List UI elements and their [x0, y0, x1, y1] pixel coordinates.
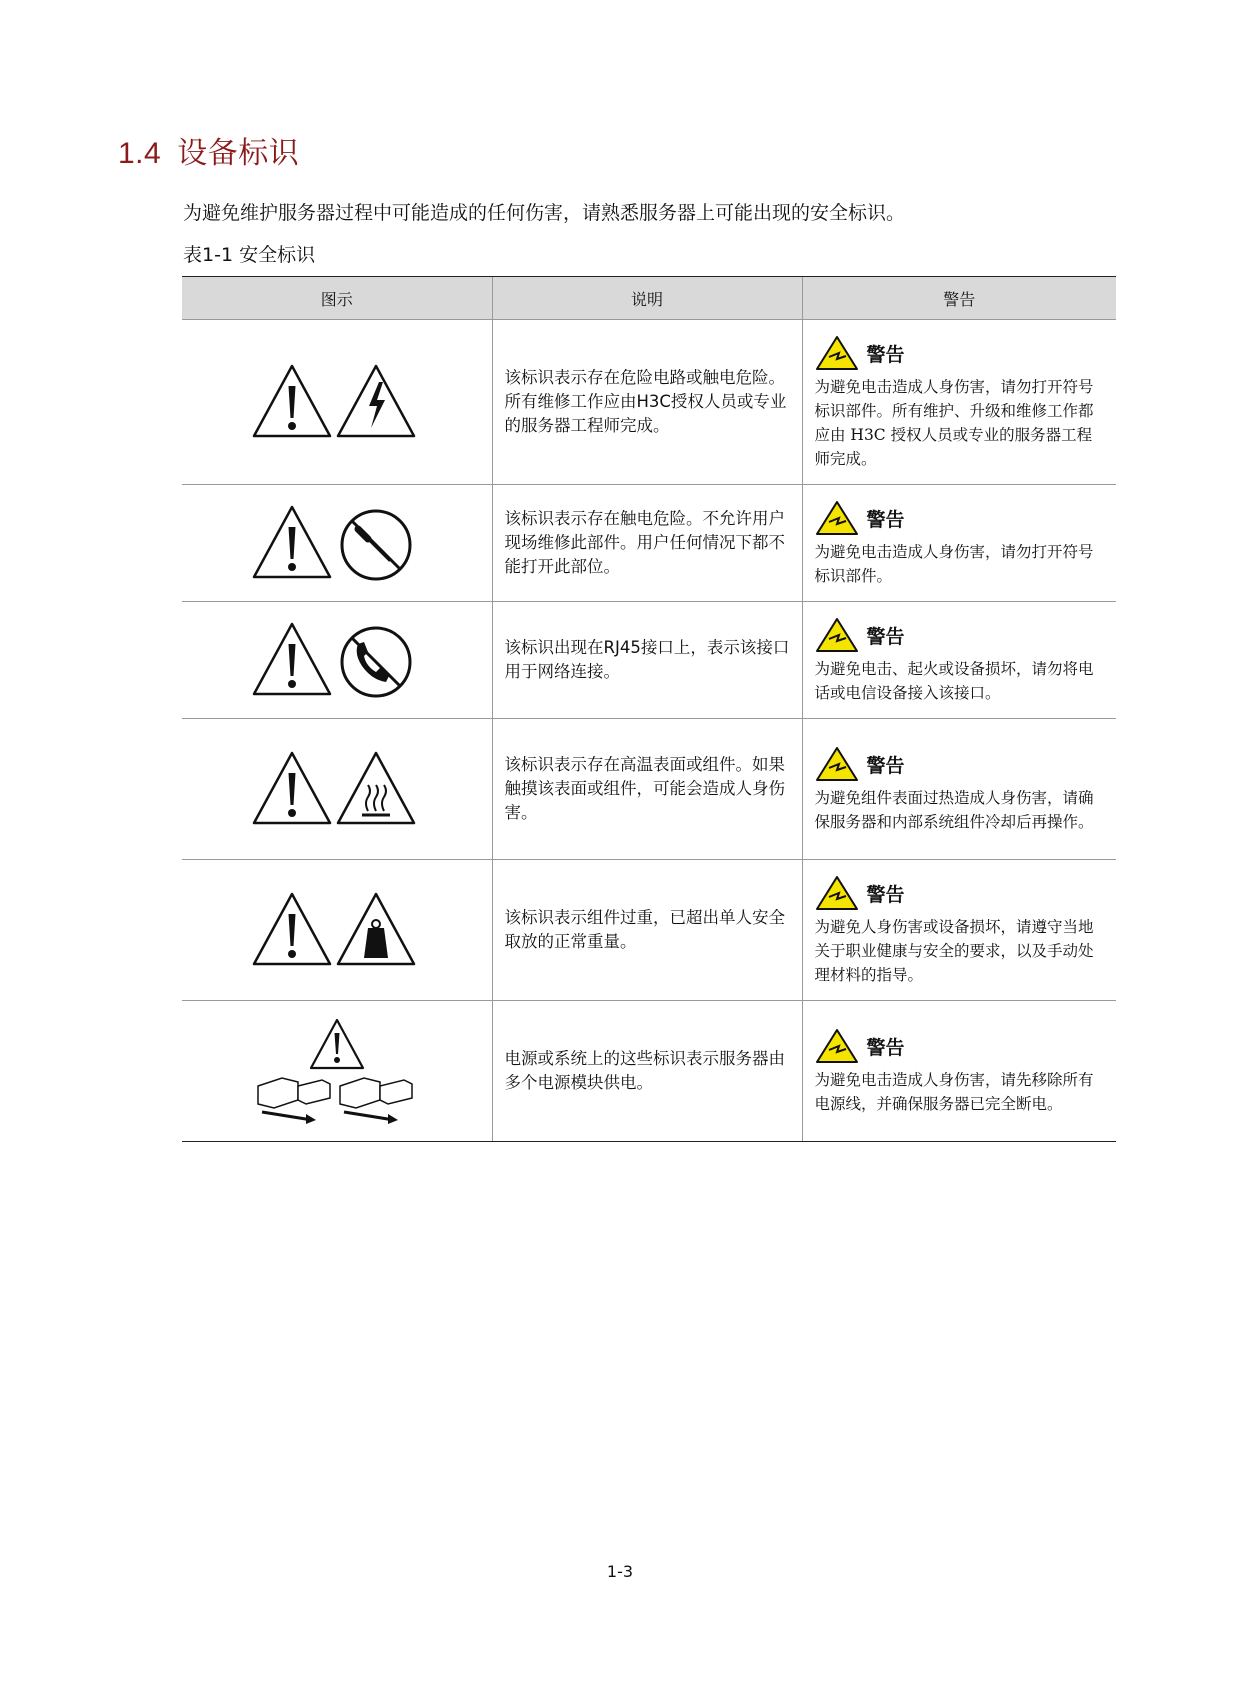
row-warning — [802, 1001, 1116, 1142]
row-warning — [802, 860, 1116, 1001]
section-title: 设备标识 — [177, 137, 300, 170]
general-warning-triangle-icon — [254, 366, 330, 436]
general-warning-triangle-icon — [311, 1020, 363, 1068]
warning-title: 警告 — [866, 508, 905, 531]
warning-text: 为避免电击造成人身伤害，请勿打开符号标识部件。 — [814, 543, 1094, 585]
warning-text: 为避免组件表面过热造成人身伤害，请确保服务器和内部系统组件冷却后再操作。 — [814, 789, 1094, 831]
electric-shock-warning-icon — [815, 335, 859, 371]
general-warning-triangle-icon — [254, 753, 330, 823]
table-row — [182, 602, 1116, 719]
general-warning-triangle-icon — [254, 507, 330, 577]
row-description: 该标识表示存在触电危险。不允许用户现场维修此部件。用户任何情况下都不能打开此部位。 — [492, 485, 802, 602]
row-warning — [802, 602, 1116, 719]
section-heading — [118, 128, 299, 172]
header-description: 说明 — [492, 277, 802, 320]
warning-text: 为避免电击造成人身伤害，请勿打开符号标识部件。所有维护、升级和维修工作都应由 H3C 授权人员或专业的服务器工程师完成。 — [814, 378, 1094, 468]
table-row — [182, 320, 1116, 485]
row-icons — [182, 485, 492, 602]
high-voltage-triangle-icon — [338, 366, 414, 436]
general-warning-triangle-icon — [254, 624, 330, 694]
section-number: 1.4 — [118, 137, 162, 170]
intro-paragraph: 为避免维护服务器过程中可能造成的任何伤害，请熟悉服务器上可能出现的安全标识。 — [183, 202, 906, 224]
warning-text: 为避免电击造成人身伤害，请先移除所有电源线，并确保服务器已完全断电。 — [814, 1071, 1094, 1113]
electric-shock-warning-icon — [815, 617, 859, 653]
table-caption: 表1-1 安全标识 — [183, 244, 316, 266]
warning-title: 警告 — [866, 625, 905, 648]
row-icons — [182, 1001, 492, 1142]
table-row — [182, 719, 1116, 860]
header-warning: 警告 — [802, 277, 1116, 320]
row-icons — [182, 719, 492, 860]
page-number: 1-3 — [606, 1562, 634, 1581]
hot-surface-icon — [338, 753, 414, 823]
electric-shock-warning-icon — [815, 500, 859, 536]
warning-title: 警告 — [866, 883, 905, 906]
warning-text: 为避免人身伤害或设备损坏，请遵守当地关于职业健康与安全的要求，以及手动处理材料的指导。 — [814, 918, 1094, 984]
electric-shock-warning-icon — [815, 746, 859, 782]
row-description: 该标识表示存在危险电路或触电危险。所有维修工作应由H3C授权人员或专业的服务器工程师完成。 — [492, 320, 802, 485]
electric-shock-warning-icon — [815, 875, 859, 911]
row-description: 该标识出现在RJ45接口上，表示该接口用于网络连接。 — [492, 602, 802, 719]
safety-signs-table — [182, 276, 1116, 1142]
electric-shock-warning-icon — [815, 1028, 859, 1064]
heavy-weight-icon — [338, 894, 414, 964]
no-tool-icon — [342, 511, 410, 579]
warning-title: 警告 — [866, 754, 905, 777]
header-icons: 图示 — [182, 277, 492, 320]
warning-title: 警告 — [866, 1036, 905, 1059]
row-description: 电源或系统上的这些标识表示服务器由多个电源模块供电。 — [492, 1001, 802, 1142]
row-icons — [182, 602, 492, 719]
table-header-row — [182, 277, 1116, 320]
row-description: 该标识表示组件过重，已超出单人安全取放的正常重量。 — [492, 860, 802, 1001]
row-warning — [802, 485, 1116, 602]
table-row — [182, 860, 1116, 1001]
unplug-power-cords-icon — [258, 1078, 412, 1124]
row-icons — [182, 320, 492, 485]
row-warning — [802, 719, 1116, 860]
general-warning-triangle-icon — [254, 894, 330, 964]
row-icons — [182, 860, 492, 1001]
table-row — [182, 485, 1116, 602]
warning-title: 警告 — [866, 343, 905, 366]
table-row — [182, 1001, 1116, 1142]
row-warning — [802, 320, 1116, 485]
no-telephone-icon — [342, 628, 410, 696]
row-description: 该标识表示存在高温表面或组件。如果触摸该表面或组件，可能会造成人身伤害。 — [492, 719, 802, 860]
warning-text: 为避免电击、起火或设备损坏，请勿将电话或电信设备接入该接口。 — [814, 660, 1094, 702]
